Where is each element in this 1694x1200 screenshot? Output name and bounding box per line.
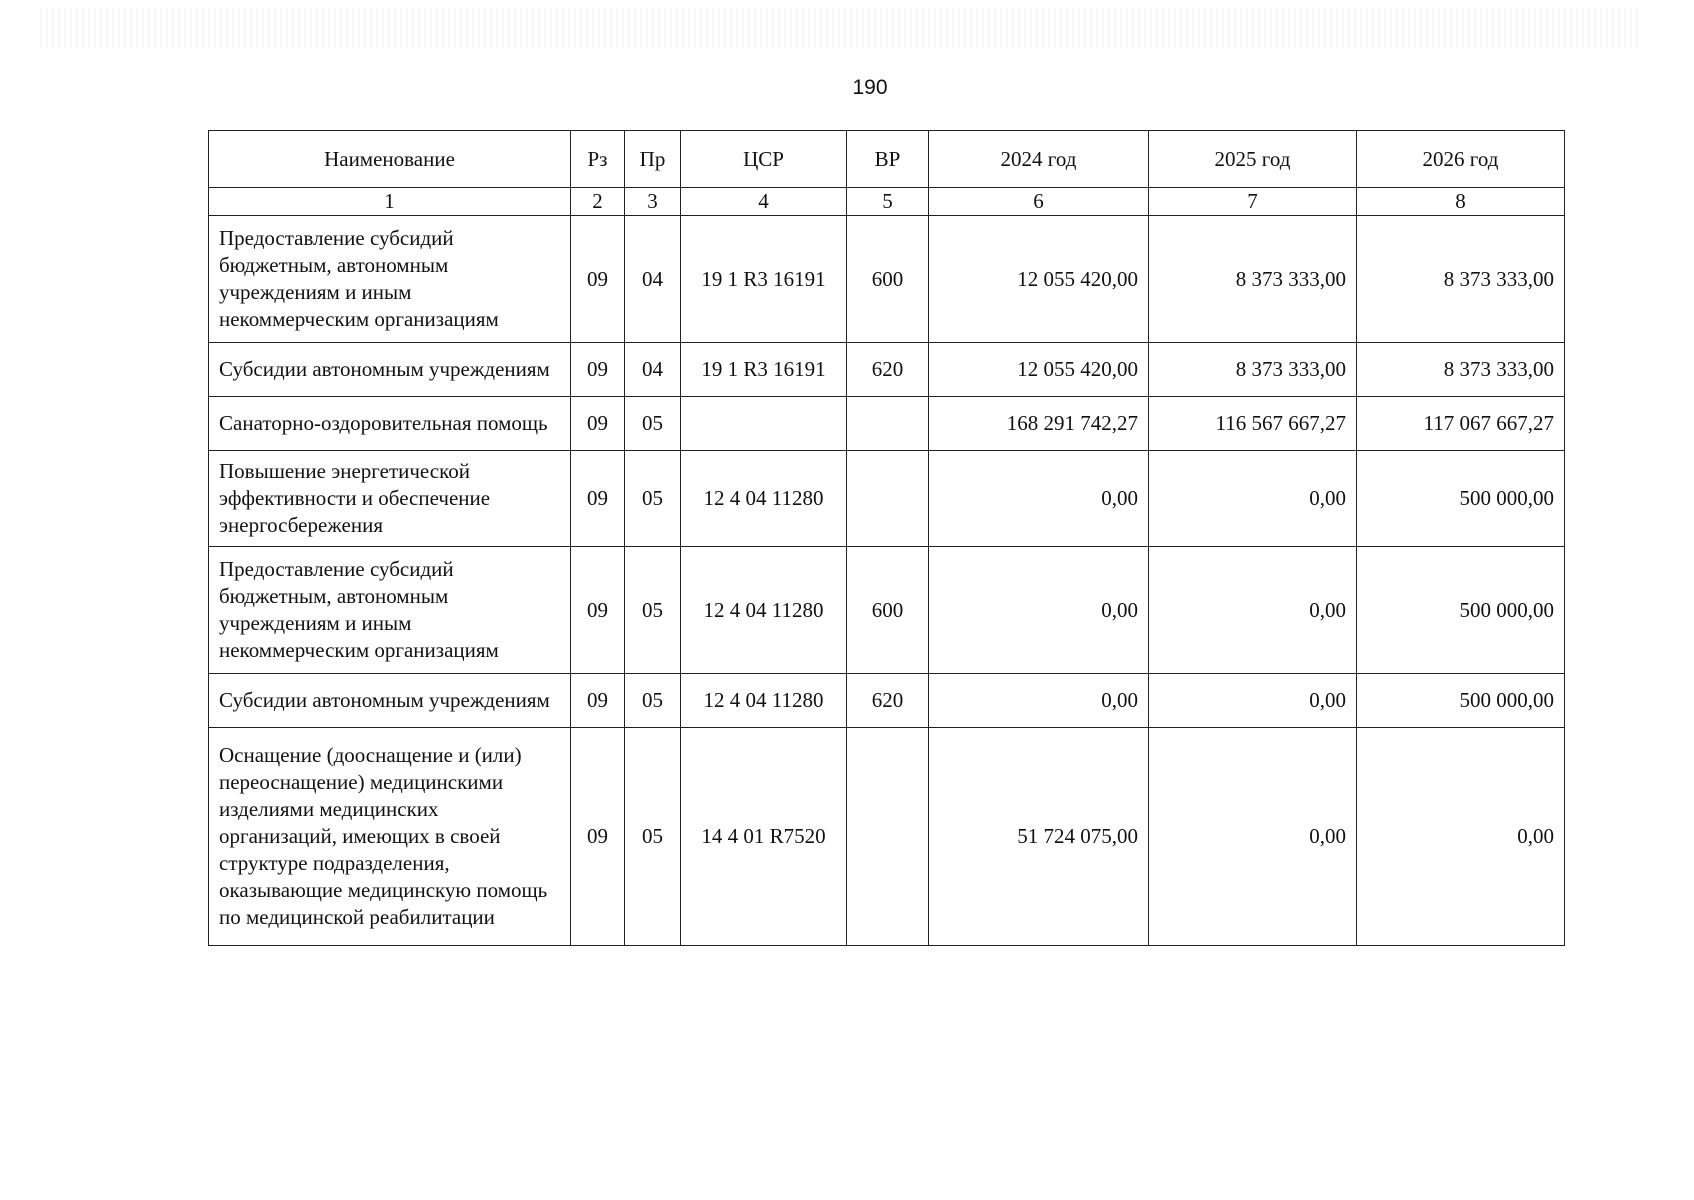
row-csr bbox=[681, 397, 847, 451]
row-2025: 8 373 333,00 bbox=[1149, 216, 1357, 343]
row-name: Субсидии автономным учреждениям bbox=[209, 674, 571, 728]
row-csr: 19 1 R3 16191 bbox=[681, 343, 847, 397]
row-name: Предоставление субсидий бюджетным, автономным учреждениям и иным некоммерческим организациям bbox=[209, 547, 571, 674]
row-name: Санаторно-оздоровительная помощь bbox=[209, 397, 571, 451]
row-2024: 0,00 bbox=[929, 674, 1149, 728]
header-csr: ЦСР bbox=[681, 131, 847, 188]
scan-header-noise bbox=[40, 8, 1640, 48]
row-2025: 0,00 bbox=[1149, 451, 1357, 547]
row-csr: 19 1 R3 16191 bbox=[681, 216, 847, 343]
column-number: 4 bbox=[681, 188, 847, 216]
row-rz: 09 bbox=[571, 547, 625, 674]
row-2026: 500 000,00 bbox=[1357, 451, 1565, 547]
header-vr: ВР bbox=[847, 131, 929, 188]
row-2024: 51 724 075,00 bbox=[929, 728, 1149, 946]
row-pr: 04 bbox=[625, 343, 681, 397]
row-rz: 09 bbox=[571, 216, 625, 343]
page-number: 190 bbox=[852, 76, 888, 99]
row-pr: 05 bbox=[625, 451, 681, 547]
row-2026: 500 000,00 bbox=[1357, 674, 1565, 728]
row-2024: 0,00 bbox=[929, 547, 1149, 674]
row-2026: 8 373 333,00 bbox=[1357, 216, 1565, 343]
row-rz: 09 bbox=[571, 397, 625, 451]
budget-table bbox=[208, 130, 1565, 946]
column-number: 3 bbox=[625, 188, 681, 216]
table-row bbox=[209, 674, 1565, 728]
row-vr bbox=[847, 397, 929, 451]
row-pr: 05 bbox=[625, 397, 681, 451]
row-rz: 09 bbox=[571, 343, 625, 397]
row-pr: 05 bbox=[625, 547, 681, 674]
row-csr: 12 4 04 11280 bbox=[681, 451, 847, 547]
row-rz: 09 bbox=[571, 728, 625, 946]
row-vr bbox=[847, 728, 929, 946]
row-2025: 0,00 bbox=[1149, 674, 1357, 728]
row-vr: 620 bbox=[847, 343, 929, 397]
column-number: 6 bbox=[929, 188, 1149, 216]
column-number: 1 bbox=[209, 188, 571, 216]
header-rz: Рз bbox=[571, 131, 625, 188]
header-2025: 2025 год bbox=[1149, 131, 1357, 188]
table-row bbox=[209, 451, 1565, 547]
table-row bbox=[209, 397, 1565, 451]
row-2024: 0,00 bbox=[929, 451, 1149, 547]
row-2024: 168 291 742,27 bbox=[929, 397, 1149, 451]
table-row bbox=[209, 728, 1565, 946]
table-row bbox=[209, 343, 1565, 397]
row-pr: 05 bbox=[625, 674, 681, 728]
column-number: 5 bbox=[847, 188, 929, 216]
table-row bbox=[209, 547, 1565, 674]
row-name: Предоставление субсидий бюджетным, автономным учреждениям и иным некоммерческим организациям bbox=[209, 216, 571, 343]
column-number-row bbox=[209, 188, 1565, 216]
header-row bbox=[209, 131, 1565, 188]
row-pr: 05 bbox=[625, 728, 681, 946]
header-2026: 2026 год bbox=[1357, 131, 1565, 188]
row-vr: 600 bbox=[847, 547, 929, 674]
row-vr: 600 bbox=[847, 216, 929, 343]
row-2024: 12 055 420,00 bbox=[929, 216, 1149, 343]
row-2026: 0,00 bbox=[1357, 728, 1565, 946]
row-csr: 14 4 01 R7520 bbox=[681, 728, 847, 946]
header-name: Наименование bbox=[209, 131, 571, 188]
row-name: Субсидии автономным учреждениям bbox=[209, 343, 571, 397]
row-2025: 8 373 333,00 bbox=[1149, 343, 1357, 397]
row-2025: 0,00 bbox=[1149, 728, 1357, 946]
column-number: 7 bbox=[1149, 188, 1357, 216]
row-csr: 12 4 04 11280 bbox=[681, 674, 847, 728]
row-2025: 116 567 667,27 bbox=[1149, 397, 1357, 451]
row-2026: 117 067 667,27 bbox=[1357, 397, 1565, 451]
row-vr bbox=[847, 451, 929, 547]
row-2025: 0,00 bbox=[1149, 547, 1357, 674]
row-vr: 620 bbox=[847, 674, 929, 728]
header-pr: Пр bbox=[625, 131, 681, 188]
row-rz: 09 bbox=[571, 451, 625, 547]
table-row bbox=[209, 216, 1565, 343]
row-pr: 04 bbox=[625, 216, 681, 343]
row-name: Оснащение (дооснащение и (или) переоснащение) медицинскими изделиями медицинских организаций, имеющих в своей структуре подразделения, оказывающие медицинскую помощь по медицинской реабилитации bbox=[209, 728, 571, 946]
row-csr: 12 4 04 11280 bbox=[681, 547, 847, 674]
row-2024: 12 055 420,00 bbox=[929, 343, 1149, 397]
row-2026: 8 373 333,00 bbox=[1357, 343, 1565, 397]
column-number: 2 bbox=[571, 188, 625, 216]
header-2024: 2024 год bbox=[929, 131, 1149, 188]
column-number: 8 bbox=[1357, 188, 1565, 216]
row-2026: 500 000,00 bbox=[1357, 547, 1565, 674]
row-name: Повышение энергетической эффективности и обеспечение энергосбережения bbox=[209, 451, 571, 547]
row-rz: 09 bbox=[571, 674, 625, 728]
